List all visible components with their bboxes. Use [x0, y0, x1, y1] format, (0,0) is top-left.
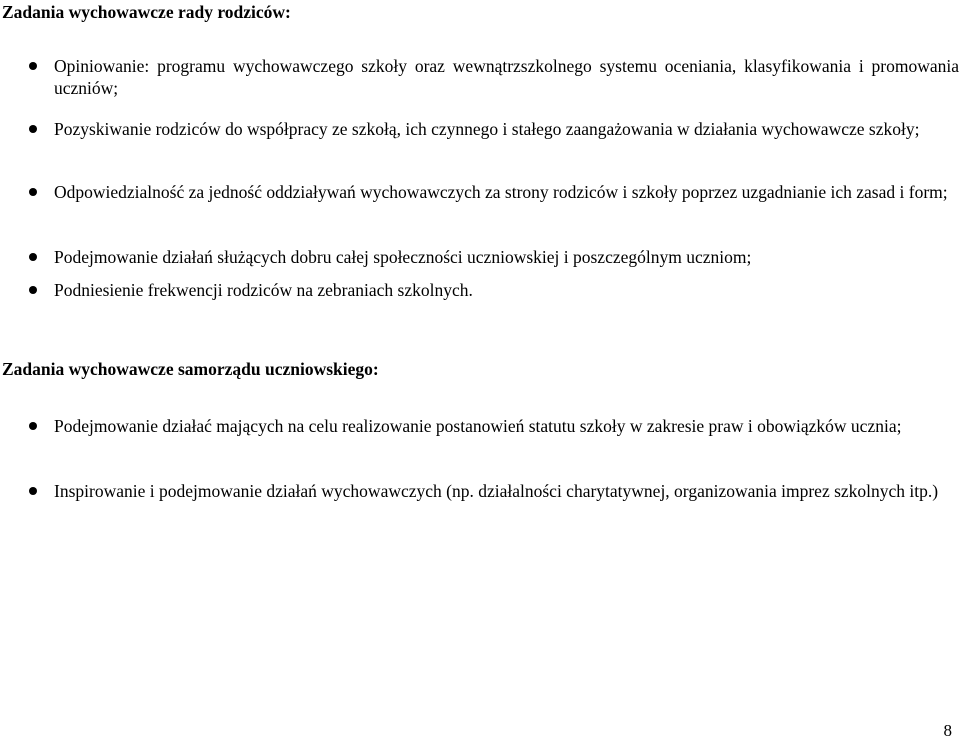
list-item-text: Odpowiedzialność za jedność oddziaływań wychowawczych za strony rodziców i szkoły poprzez uzgadnianie ich zasad i form; [54, 182, 948, 202]
list-item-text: Podejmowanie działać mających na celu realizowanie postanowień statutu szkoły w zakresie praw i obowiązków ucznia; [54, 416, 902, 436]
bullet-icon [29, 188, 37, 196]
bullet-icon [29, 487, 37, 495]
page-number: 8 [943, 721, 952, 740]
list-item-text: Podniesienie frekwencji rodziców na zebraniach szkolnych. [54, 280, 473, 300]
section-heading-student-council: Zadania wychowawcze samorządu uczniowskiego: [2, 359, 379, 379]
bullet-icon [29, 286, 37, 294]
bullet-icon [29, 62, 37, 70]
list-item-text: Podejmowanie działań służących dobru całej społeczności uczniowskiej i poszczególnym uczniom; [54, 247, 752, 267]
bullet-icon [29, 125, 37, 133]
list-item-text: Opiniowanie: programu wychowawczego szkoły oraz wewnątrzszkolnego systemu oceniania, klasyfikowania i promowania uczniów; [54, 56, 959, 98]
list-item-text: Inspirowanie i podejmowanie działań wychowawczych (np. działalności charytatywnej, organizowania imprez szkolnych itp.) [54, 481, 939, 501]
bullet-icon [29, 253, 37, 261]
section-heading-parents-council: Zadania wychowawcze rady rodziców: [2, 2, 291, 22]
bullet-icon [29, 422, 37, 430]
list-item-text: Pozyskiwanie rodziców do współpracy ze szkołą, ich czynnego i stałego zaangażowania w działania wychowawcze szkoły; [54, 119, 920, 139]
